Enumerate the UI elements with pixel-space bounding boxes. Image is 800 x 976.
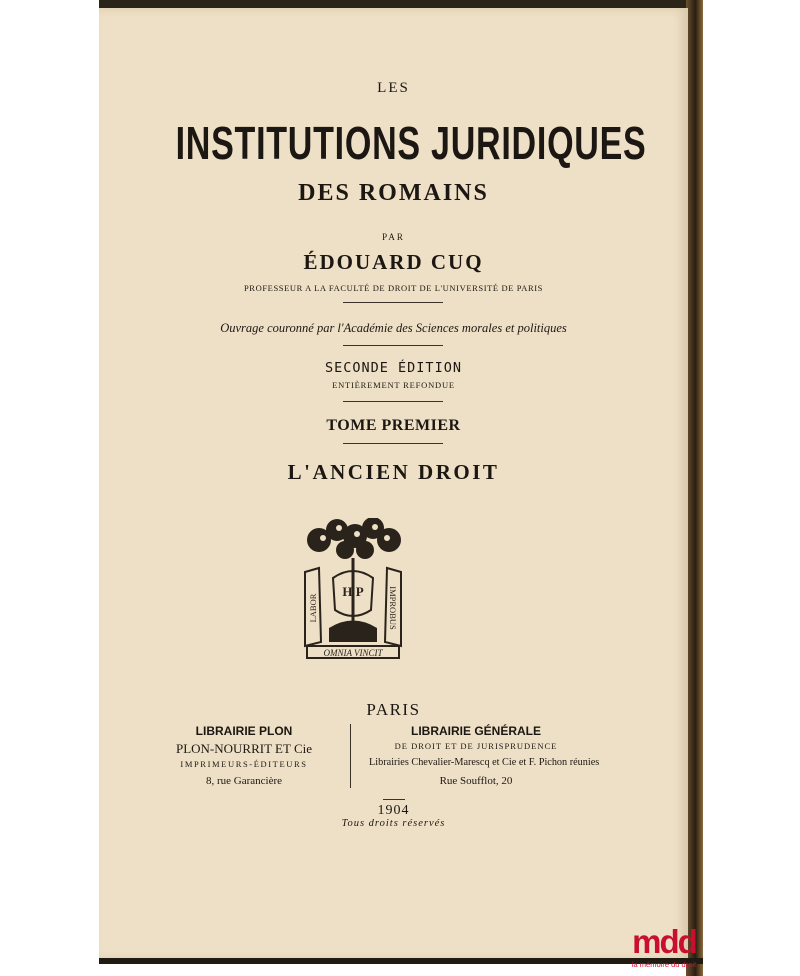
emblem-left-motto: LABOR [308, 593, 318, 623]
edition: SECONDE ÉDITION [325, 360, 462, 376]
publisher-divider [350, 724, 351, 788]
publisher-emblem [299, 518, 407, 664]
by-label: PAR [382, 232, 405, 242]
watermark-tagline: la mémoire du droit [631, 960, 697, 969]
rule-5 [383, 799, 405, 800]
emblem-bottom-motto: OMNIA VINCIT [323, 648, 383, 658]
publisher-right-address: Rue Soufflot, 20 [439, 775, 513, 787]
book-subtitle: DES ROMAINS [298, 180, 489, 206]
edition-note: ENTIÈREMENT REFONDUE [332, 380, 455, 390]
publication-year: 1904 [377, 803, 410, 818]
top-edge [99, 0, 703, 8]
book-title: INSTITUTIONS JURIDIQUES [175, 117, 647, 169]
publisher-left-address: 8, rue Garancière [205, 775, 283, 787]
rights-notice: Tous droits réservés [341, 818, 446, 829]
award-note: Ouvrage couronné par l'Académie des Sciences morales et politiques [220, 321, 567, 335]
imprint-city: PARIS [366, 700, 421, 719]
publisher-left-role: IMPRIMEURS-ÉDITEURS [180, 759, 308, 769]
author-name: ÉDOUARD CUQ [303, 250, 484, 274]
emblem-right-motto: IMPROBUS [388, 586, 398, 630]
volume-number: TOME PREMIER [326, 417, 461, 434]
rule-2 [343, 345, 443, 346]
watermark-logo [624, 925, 704, 975]
bottom-edge [99, 958, 703, 964]
watermark-mark: mdd [632, 923, 696, 960]
rule-1 [343, 302, 443, 303]
publisher-left-name: LIBRAIRIE PLON [195, 724, 293, 738]
author-title: PROFESSEUR A LA FACULTÉ DE DROIT DE L'UNIVERSITÉ DE PARIS [243, 283, 544, 293]
rule-3 [343, 401, 443, 402]
volume-title: L'ANCIEN DROIT [287, 460, 500, 484]
publisher-right-firms: Librairies Chevalier-Marescq et Cie et F. Pichon réunies [369, 756, 600, 768]
emblem-initials: H P [342, 584, 364, 599]
series-prefix: LES [377, 80, 410, 96]
publisher-right-name: LIBRAIRIE GÉNÉRALE [410, 724, 541, 738]
publisher-right-subtitle: DE DROIT ET DE JURISPRUDENCE [394, 741, 558, 751]
title-page [99, 8, 688, 960]
book-binding [686, 0, 703, 976]
rule-4 [343, 443, 443, 444]
publisher-left-firm: PLON-NOURRIT ET Cie [175, 741, 313, 756]
